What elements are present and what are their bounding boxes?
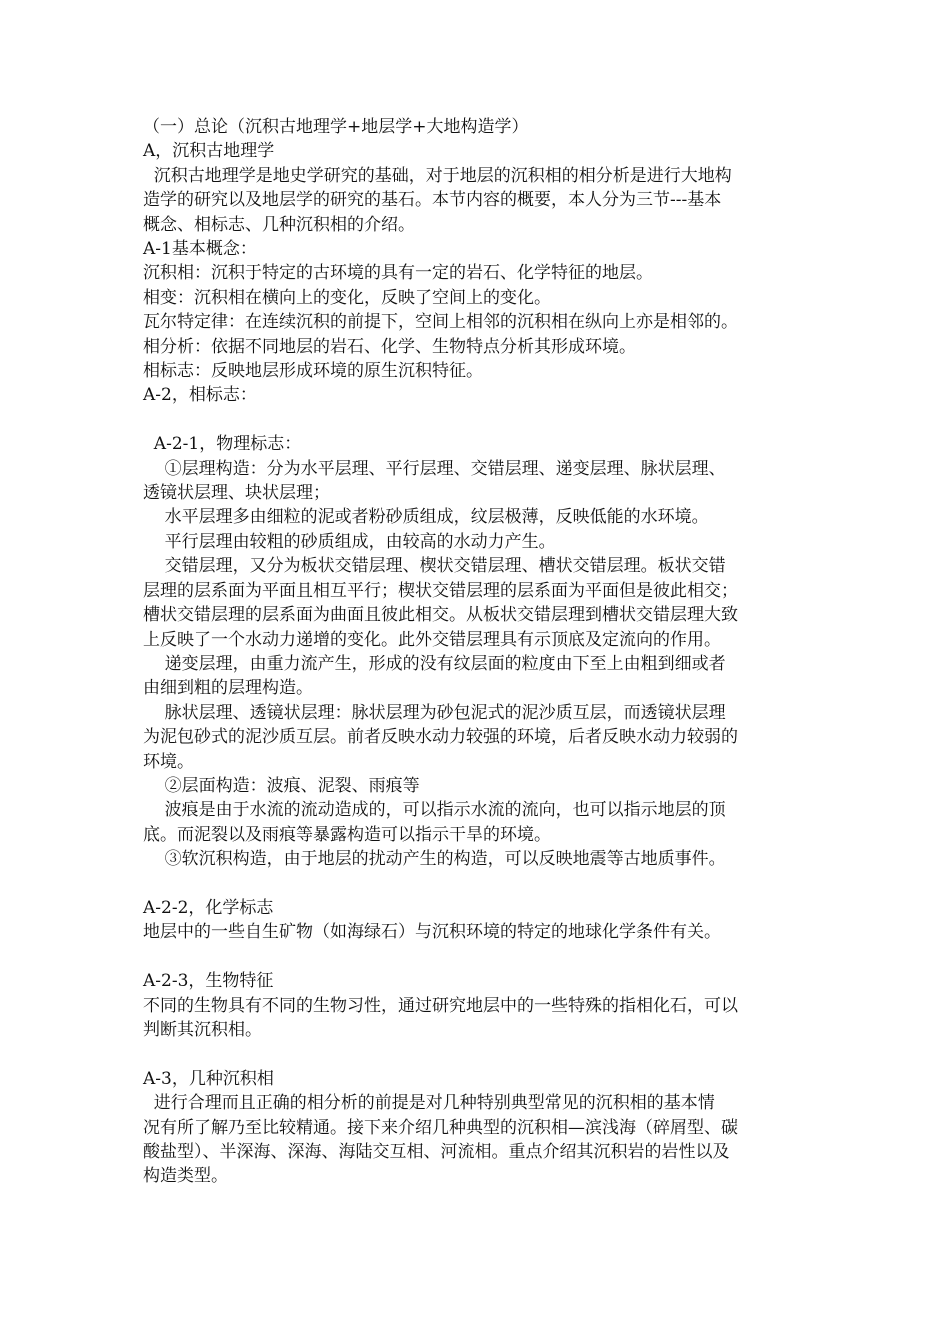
text-line: 水平层理多由细粒的泥或者粉砂质组成，纹层极薄，反映低能的水环境。 — [143, 507, 709, 528]
text-line: ③软沉积构造，由于地层的扰动产生的构造，可以反映地震等古地质事件。 — [143, 849, 726, 870]
text-line: 况有所了解乃至比较精通。接下来介绍几种典型的沉积相—滨浅海（碎屑型、碳 — [143, 1117, 738, 1138]
text-line: A-2，相标志： — [143, 385, 257, 406]
text-line: 由细到粗的层理构造。 — [143, 678, 313, 699]
text-line: 槽状交错层理的层系面为曲面且彼此相交。从板状交错层理到槽状交错层理大致 — [143, 605, 738, 626]
text-line: 沉积古地理学是地史学研究的基础，对于地层的沉积相的相分析是进行大地构 — [143, 165, 732, 186]
text-line: ②层面构造：波痕、泥裂、雨痕等 — [143, 775, 420, 796]
blank-line — [143, 872, 813, 896]
text-line: 相标志：反映地层形成环境的原生沉积特征。 — [143, 361, 483, 382]
text-line: 地层中的一些自生矿物（如海绿石）与沉积环境的特定的地球化学条件有关。 — [143, 922, 721, 943]
text-line: 为泥包砂式的泥沙质互层。前者反映水动力较强的环境，后者反映水动力较弱的 — [143, 727, 738, 748]
text-line: 瓦尔特定律：在连续沉积的前提下，空间上相邻的沉积相在纵向上亦是相邻的。 — [143, 312, 738, 333]
text-line: 酸盐型）、半深海、深海、海陆交互相、河流相。重点介绍其沉积岩的岩性以及 — [143, 1142, 730, 1162]
text-line: A-3，几种沉积相 — [143, 1068, 274, 1089]
document-body — [143, 115, 813, 1189]
text-line: A-2-3，生物特征 — [143, 971, 274, 992]
text-line: （一）总论（沉积古地理学+地层学+大地构造学） — [143, 117, 529, 137]
text-line: A，沉积古地理学 — [143, 141, 275, 162]
text-line: 进行合理而且正确的相分析的前提是对几种特别典型常见的沉积相的基本情 — [143, 1093, 715, 1114]
text-line: 层理的层系面为平面且相互平行；楔状交错层理的层系面为平面但是彼此相交； — [143, 580, 738, 601]
text-line: 概念、相标志、几种沉积相的介绍。 — [143, 214, 415, 235]
text-line: 判断其沉积相。 — [143, 1019, 262, 1040]
blank-line — [143, 1042, 813, 1066]
text-line: 相变：沉积相在横向上的变化，反映了空间上的变化。 — [143, 287, 551, 308]
blank-line — [143, 408, 813, 432]
text-line: 造学的研究以及地层学的研究的基石。本节内容的概要，本人分为三节---基本 — [143, 190, 722, 211]
text-line: 底。而泥裂以及雨痕等暴露构造可以指示干旱的环境。 — [143, 824, 551, 845]
text-line: 交错层理，又分为板状交错层理、楔状交错层理、槽状交错层理。板状交错 — [143, 556, 726, 577]
text-line: 构造类型。 — [143, 1166, 228, 1187]
text-line: 沉积相：沉积于特定的古环境的具有一定的岩石、化学特征的地层。 — [143, 263, 653, 284]
text-line: ①层理构造：分为水平层理、平行层理、交错层理、递变层理、脉状层理、 — [143, 458, 726, 479]
blank-line — [143, 945, 813, 969]
text-line: 递变层理，由重力流产生，形成的没有纹层面的粒度由下至上由粗到细或者 — [143, 653, 726, 674]
text-line: A-2-2，化学标志 — [143, 897, 274, 918]
text-line: A-2-1，物理标志： — [143, 434, 302, 455]
text-line: 波痕是由于水流的流动造成的，可以指示水流的流向，也可以指示地层的顶 — [143, 800, 726, 821]
text-line: 环境。 — [143, 751, 194, 772]
text-line: 相分析：依据不同地层的岩石、化学、生物特点分析其形成环境。 — [143, 336, 636, 357]
text-line: A-1基本概念： — [143, 239, 257, 260]
text-line: 透镜状层理、块状层理； — [143, 483, 330, 504]
text-line: 平行层理由较粗的砂质组成，由较高的水动力产生。 — [143, 531, 556, 552]
text-line: 脉状层理、透镜状层理：脉状层理为砂包泥式的泥沙质互层，而透镜状层理 — [143, 702, 726, 723]
text-line: 上反映了一个水动力递增的变化。此外交错层理具有示顶底及定流向的作用。 — [143, 629, 721, 650]
text-line: 不同的生物具有不同的生物习性，通过研究地层中的一些特殊的指相化石，可以 — [143, 995, 738, 1016]
